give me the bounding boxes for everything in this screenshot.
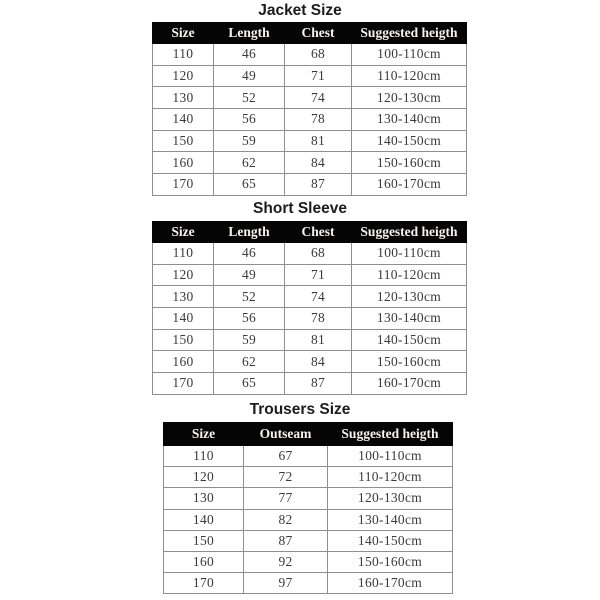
column-header: Outseam xyxy=(244,423,328,446)
table-cell: 110-120cm xyxy=(352,65,467,87)
table-cell: 100-110cm xyxy=(352,44,467,66)
table-body xyxy=(153,44,467,196)
table-cell: 160-170cm xyxy=(352,174,467,196)
table-cell: 52 xyxy=(214,286,285,308)
table-cell: 120 xyxy=(153,65,214,87)
table-cell: 92 xyxy=(244,551,328,572)
table-cell: 68 xyxy=(285,243,352,265)
table-cell: 160 xyxy=(153,152,214,174)
table-cell: 120 xyxy=(164,467,244,488)
table-cell: 130 xyxy=(153,286,214,308)
table-cell: 62 xyxy=(214,152,285,174)
table-row xyxy=(153,65,467,87)
table-row xyxy=(153,109,467,131)
table-row xyxy=(153,130,467,152)
table-cell: 97 xyxy=(244,573,328,594)
table-row xyxy=(153,329,467,351)
table-cell: 52 xyxy=(214,87,285,109)
table-cell: 170 xyxy=(153,174,214,196)
table-cell: 110-120cm xyxy=(352,264,467,286)
table-header xyxy=(153,23,467,44)
table-cell: 120-130cm xyxy=(352,286,467,308)
column-header: Chest xyxy=(285,23,352,44)
table-cell: 56 xyxy=(214,308,285,330)
trousers-size-title: Trousers Size xyxy=(249,401,351,418)
table-cell: 160-170cm xyxy=(352,373,467,395)
table-header xyxy=(164,423,453,446)
column-header: Size xyxy=(164,423,244,446)
table-cell: 81 xyxy=(285,329,352,351)
table-cell: 100-110cm xyxy=(352,243,467,265)
table-row xyxy=(153,286,467,308)
table-cell: 71 xyxy=(285,65,352,87)
header-row xyxy=(153,23,467,44)
table-cell: 130 xyxy=(153,87,214,109)
table-cell: 81 xyxy=(285,130,352,152)
table-cell: 110-120cm xyxy=(328,467,453,488)
table-cell: 140-150cm xyxy=(328,530,453,551)
table-cell: 74 xyxy=(285,87,352,109)
column-header: Chest xyxy=(285,222,352,243)
table-cell: 140 xyxy=(153,109,214,131)
table-cell: 84 xyxy=(285,152,352,174)
table-row xyxy=(153,243,467,265)
table-cell: 110 xyxy=(153,44,214,66)
table-cell: 87 xyxy=(285,174,352,196)
table-cell: 49 xyxy=(214,65,285,87)
table-cell: 130 xyxy=(164,488,244,509)
table-cell: 59 xyxy=(214,130,285,152)
table-cell: 160 xyxy=(164,551,244,572)
jacket-size-title: Jacket Size xyxy=(258,2,342,19)
table-cell: 62 xyxy=(214,351,285,373)
table-cell: 120 xyxy=(153,264,214,286)
table-cell: 71 xyxy=(285,264,352,286)
table-row xyxy=(153,373,467,395)
table-cell: 150 xyxy=(153,329,214,351)
table-body xyxy=(153,243,467,395)
table-row xyxy=(153,44,467,66)
table-cell: 78 xyxy=(285,308,352,330)
table-cell: 150-160cm xyxy=(328,551,453,572)
header-row xyxy=(164,423,453,446)
table-cell: 67 xyxy=(244,446,328,467)
table-row xyxy=(164,467,453,488)
trousers-size-table xyxy=(163,422,453,594)
table-cell: 110 xyxy=(153,243,214,265)
column-header: Size xyxy=(153,222,214,243)
table-cell: 140-150cm xyxy=(352,130,467,152)
table-row xyxy=(153,264,467,286)
table-cell: 130-140cm xyxy=(352,109,467,131)
table-cell: 77 xyxy=(244,488,328,509)
table-cell: 84 xyxy=(285,351,352,373)
short-sleeve-title: Short Sleeve xyxy=(253,200,347,217)
table-row xyxy=(153,351,467,373)
table-cell: 46 xyxy=(214,44,285,66)
table-cell: 74 xyxy=(285,286,352,308)
table-row xyxy=(153,174,467,196)
table-row xyxy=(153,87,467,109)
column-header: Size xyxy=(153,23,214,44)
table-cell: 82 xyxy=(244,509,328,530)
table-cell: 150 xyxy=(153,130,214,152)
table-cell: 110 xyxy=(164,446,244,467)
column-header: Suggested heigth xyxy=(352,23,467,44)
table-cell: 150 xyxy=(164,530,244,551)
table-cell: 59 xyxy=(214,329,285,351)
column-header: Suggested heigth xyxy=(328,423,453,446)
table-cell: 130-140cm xyxy=(328,509,453,530)
table-cell: 140 xyxy=(164,509,244,530)
table-row xyxy=(164,530,453,551)
table-cell: 130-140cm xyxy=(352,308,467,330)
jacket-size-table xyxy=(152,22,467,196)
table-cell: 160 xyxy=(153,351,214,373)
table-cell: 120-130cm xyxy=(328,488,453,509)
table-cell: 56 xyxy=(214,109,285,131)
table-cell: 160-170cm xyxy=(328,573,453,594)
table-cell: 46 xyxy=(214,243,285,265)
table-row xyxy=(164,551,453,572)
table-cell: 150-160cm xyxy=(352,152,467,174)
short-sleeve-table xyxy=(152,221,467,395)
table-cell: 65 xyxy=(214,373,285,395)
table-header xyxy=(153,222,467,243)
column-header: Length xyxy=(214,222,285,243)
table-cell: 170 xyxy=(153,373,214,395)
table-row xyxy=(164,446,453,467)
table-cell: 87 xyxy=(244,530,328,551)
column-header: Suggested heigth xyxy=(352,222,467,243)
column-header: Length xyxy=(214,23,285,44)
table-cell: 140-150cm xyxy=(352,329,467,351)
table-cell: 49 xyxy=(214,264,285,286)
table-row xyxy=(164,509,453,530)
table-cell: 150-160cm xyxy=(352,351,467,373)
table-row xyxy=(164,573,453,594)
table-cell: 68 xyxy=(285,44,352,66)
table-row xyxy=(153,308,467,330)
table-cell: 72 xyxy=(244,467,328,488)
table-cell: 170 xyxy=(164,573,244,594)
table-row xyxy=(153,152,467,174)
table-cell: 120-130cm xyxy=(352,87,467,109)
table-body xyxy=(164,446,453,594)
header-row xyxy=(153,222,467,243)
table-cell: 78 xyxy=(285,109,352,131)
table-cell: 100-110cm xyxy=(328,446,453,467)
table-cell: 87 xyxy=(285,373,352,395)
table-cell: 140 xyxy=(153,308,214,330)
table-row xyxy=(164,488,453,509)
table-cell: 65 xyxy=(214,174,285,196)
